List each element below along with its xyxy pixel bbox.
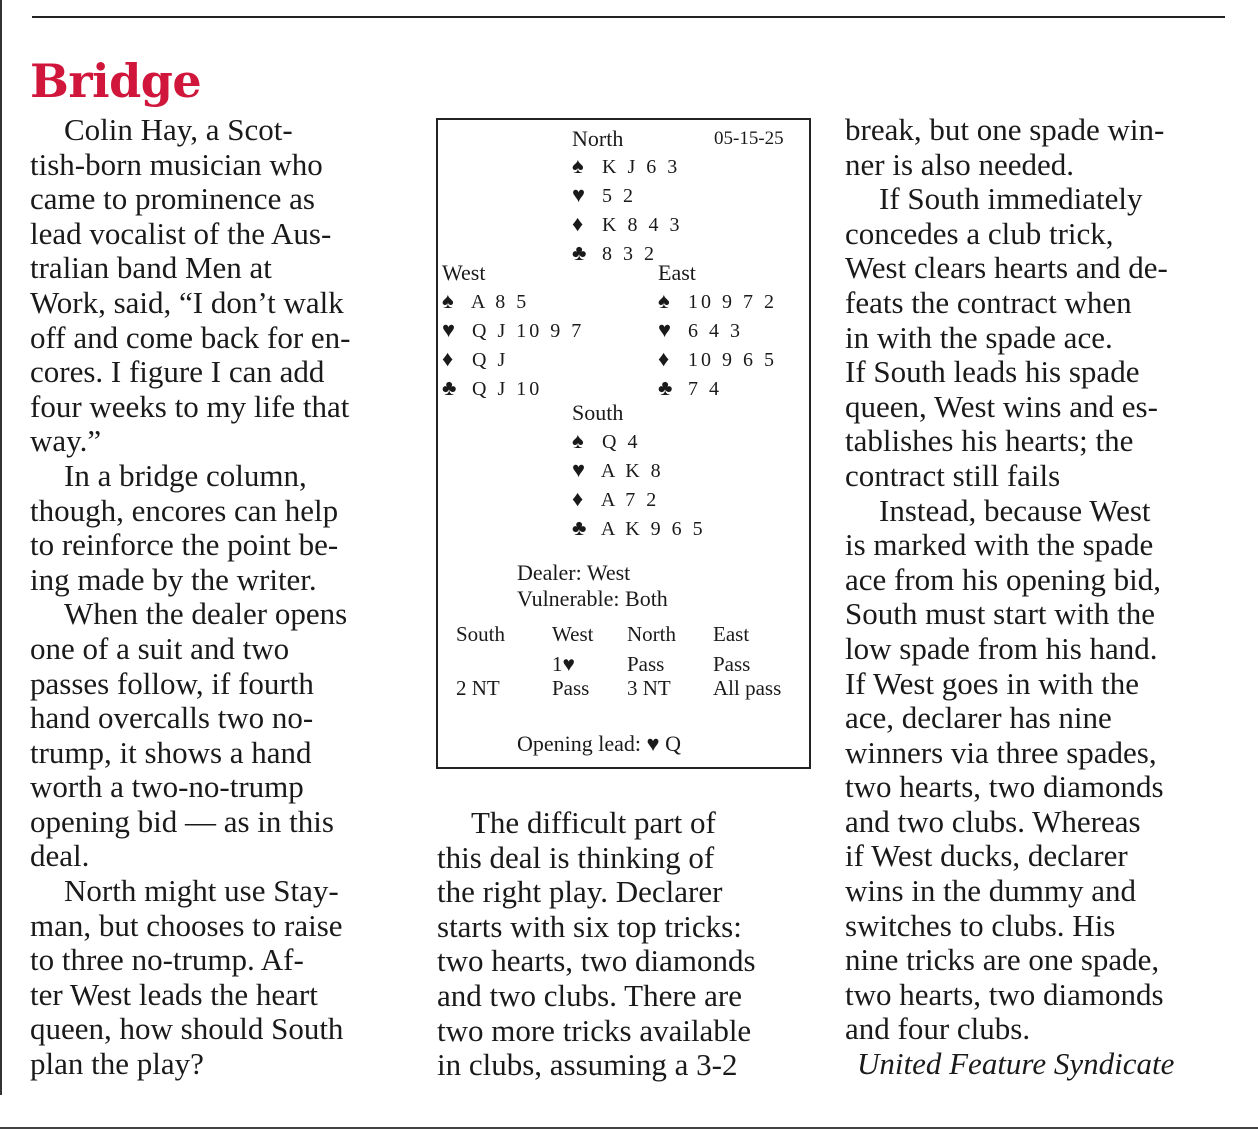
text-line: Work, said, “I don’t walk bbox=[30, 284, 344, 320]
auction-bid: 2 NT bbox=[456, 676, 500, 700]
west-label: West bbox=[442, 260, 486, 285]
south-spades-cards: Q 4 bbox=[594, 431, 641, 453]
text-line: queen, West wins and es- bbox=[845, 388, 1158, 424]
north-hand bbox=[572, 151, 682, 267]
south-diamonds-row bbox=[572, 484, 706, 513]
text-line: came to prominence as bbox=[30, 181, 315, 217]
west-hand bbox=[442, 286, 584, 402]
text-line: two more tricks available bbox=[437, 1012, 752, 1048]
auction-header: East bbox=[713, 622, 750, 646]
text-line: nine tricks are one spade, bbox=[845, 942, 1160, 978]
text-line: concedes a club trick, bbox=[845, 215, 1114, 251]
club-suit-icon: ♣ bbox=[442, 375, 457, 400]
bridge-deal-diagram bbox=[436, 118, 811, 769]
text-line: two hearts, two diamonds bbox=[845, 769, 1164, 805]
auction-header: West bbox=[552, 622, 594, 646]
north-hearts-row bbox=[572, 180, 682, 209]
text-line: If South leads his spade bbox=[845, 354, 1140, 390]
text-line: starts with six top tricks: bbox=[437, 908, 742, 944]
vulnerability-info: Vulnerable: Both bbox=[517, 586, 668, 611]
north-clubs-cards: 8 3 2 bbox=[594, 243, 657, 265]
text-line: one of a suit and two bbox=[30, 630, 290, 666]
north-spades-cards: K J 6 3 bbox=[594, 156, 681, 178]
text-line: way.” bbox=[30, 423, 102, 459]
spade-suit-icon: ♠ bbox=[572, 153, 584, 178]
east-hearts-cards: 6 4 3 bbox=[680, 320, 743, 342]
diamond-suit-icon: ♦ bbox=[572, 486, 584, 511]
text-line: ace, declarer has nine bbox=[845, 700, 1112, 736]
text-line: Colin Hay, a Scot- bbox=[64, 112, 293, 147]
auction-bid: Pass bbox=[552, 676, 590, 700]
text-line: two hearts, two diamonds bbox=[437, 943, 756, 979]
north-spades-row bbox=[572, 151, 682, 180]
heart-suit-icon: ♥ bbox=[572, 182, 586, 207]
heart-suit-icon: ♥ bbox=[572, 457, 586, 482]
text-line: tish-born musician who bbox=[30, 146, 323, 182]
east-clubs-cards: 7 4 bbox=[680, 378, 722, 400]
text-line: switches to clubs. His bbox=[845, 907, 1116, 943]
auction-bid: Pass bbox=[713, 652, 751, 676]
text-line: The difficult part of bbox=[471, 805, 716, 840]
club-suit-icon: ♣ bbox=[572, 240, 587, 265]
auction-header: South bbox=[456, 622, 506, 646]
spade-suit-icon: ♠ bbox=[658, 288, 670, 313]
east-label: East bbox=[658, 260, 696, 285]
text-line: feats the contract when bbox=[845, 284, 1132, 320]
text-line: and two clubs. Whereas bbox=[845, 803, 1141, 839]
text-line: ing made by the writer. bbox=[30, 561, 317, 597]
syndicate-credit: United Feature Syndicate bbox=[857, 1046, 1175, 1082]
east-spades-row bbox=[658, 286, 777, 315]
north-hearts-cards: 5 2 bbox=[594, 185, 636, 207]
text-line: If South immediately bbox=[879, 181, 1143, 217]
text-line: is marked with the spade bbox=[845, 527, 1154, 563]
text-line: though, encores can help bbox=[30, 492, 339, 528]
article-column-3 bbox=[845, 113, 1230, 1082]
text-line: if West ducks, declarer bbox=[845, 838, 1128, 874]
spade-suit-icon: ♠ bbox=[442, 288, 454, 313]
heart-suit-icon: ♥ bbox=[442, 317, 456, 342]
south-clubs-row bbox=[572, 513, 706, 542]
west-clubs-row bbox=[442, 373, 584, 402]
west-diamonds-cards: Q J bbox=[464, 349, 509, 371]
left-border-rule bbox=[0, 0, 2, 1095]
auction-header: North bbox=[627, 622, 676, 646]
dealer-info: Dealer: West bbox=[517, 560, 631, 585]
west-spades-row bbox=[442, 286, 584, 315]
opening-lead: Opening lead: ♥ Q bbox=[517, 731, 681, 756]
text-line: South must start with the bbox=[845, 596, 1155, 632]
text-line: man, but chooses to raise bbox=[30, 907, 343, 943]
text-line: worth a two-no-trump bbox=[30, 769, 304, 805]
south-spades-row bbox=[572, 426, 706, 455]
bottom-border-rule bbox=[0, 1127, 1258, 1129]
auction-bid: 1♥ bbox=[552, 652, 575, 676]
text-line: and four clubs. bbox=[845, 1011, 1031, 1047]
text-line: and two clubs. There are bbox=[437, 977, 743, 1013]
deal-date: 05-15-25 bbox=[714, 128, 784, 149]
text-line: four weeks to my life that bbox=[30, 388, 350, 424]
east-hand bbox=[658, 286, 777, 402]
text-line: tralian band Men at bbox=[30, 250, 272, 286]
text-line: North might use Stay- bbox=[64, 873, 339, 909]
text-line: If West goes in with the bbox=[845, 665, 1139, 701]
article-column-2 bbox=[437, 806, 817, 1083]
south-hearts-cards: A K 8 bbox=[594, 460, 664, 482]
text-line: passes follow, if fourth bbox=[30, 665, 314, 701]
text-line: low spade from his hand. bbox=[845, 630, 1158, 666]
diamond-suit-icon: ♦ bbox=[572, 211, 584, 236]
text-line: wins in the dummy and bbox=[845, 873, 1137, 909]
auction-bid: All pass bbox=[713, 676, 782, 700]
south-label: South bbox=[572, 400, 624, 425]
auction-bid: 3 NT bbox=[627, 676, 671, 700]
text-line: to reinforce the point be- bbox=[30, 527, 339, 563]
text-line: ter West leads the heart bbox=[30, 976, 318, 1012]
south-clubs-cards: A K 9 6 5 bbox=[594, 518, 706, 540]
text-line: tablishes his hearts; the bbox=[845, 423, 1134, 459]
east-diamonds-row bbox=[658, 344, 777, 373]
south-diamonds-cards: A 7 2 bbox=[594, 489, 660, 511]
text-line: queen, how should South bbox=[30, 1011, 344, 1047]
east-hearts-row bbox=[658, 315, 777, 344]
top-border-rule bbox=[32, 16, 1225, 18]
text-line: in with the spade ace. bbox=[845, 319, 1113, 355]
heart-suit-icon: ♥ bbox=[658, 317, 672, 342]
south-hand bbox=[572, 426, 706, 542]
text-line: West clears hearts and de- bbox=[845, 250, 1168, 286]
text-line: ace from his opening bid, bbox=[845, 561, 1161, 597]
text-line: to three no-trump. Af- bbox=[30, 942, 304, 978]
club-suit-icon: ♣ bbox=[572, 515, 587, 540]
article-column-1 bbox=[30, 113, 410, 1082]
text-line: winners via three spades, bbox=[845, 734, 1157, 770]
text-line: lead vocalist of the Aus- bbox=[30, 215, 332, 251]
auction-bid: Pass bbox=[627, 652, 665, 676]
text-line: the right play. Declarer bbox=[437, 874, 723, 910]
text-line: in clubs, assuming a 3-2 bbox=[437, 1047, 738, 1083]
diamond-suit-icon: ♦ bbox=[658, 346, 670, 371]
text-line: two hearts, two diamonds bbox=[845, 976, 1164, 1012]
spade-suit-icon: ♠ bbox=[572, 428, 584, 453]
text-line: opening bid — as in this bbox=[30, 803, 334, 839]
north-diamonds-row bbox=[572, 209, 682, 238]
column-headline: Bridge bbox=[30, 54, 202, 108]
text-line: break, but one spade win- bbox=[845, 112, 1165, 147]
text-line: In a bridge column, bbox=[64, 457, 307, 493]
text-line: cores. I figure I can add bbox=[30, 354, 325, 390]
diamond-suit-icon: ♦ bbox=[442, 346, 454, 371]
text-line: trump, it shows a hand bbox=[30, 734, 312, 770]
west-spades-cards: A 8 5 bbox=[464, 291, 530, 313]
text-line: ner is also needed. bbox=[845, 146, 1074, 182]
text-line: plan the play? bbox=[30, 1046, 204, 1082]
text-line: contract still fails bbox=[845, 457, 1061, 493]
south-hearts-row bbox=[572, 455, 706, 484]
east-spades-cards: 10 9 7 2 bbox=[680, 291, 777, 313]
text-line: deal. bbox=[30, 838, 90, 874]
text-line: this deal is thinking of bbox=[437, 839, 715, 875]
west-hearts-row bbox=[442, 315, 584, 344]
east-diamonds-cards: 10 9 6 5 bbox=[680, 349, 777, 371]
west-diamonds-row bbox=[442, 344, 584, 373]
text-line: hand overcalls two no- bbox=[30, 700, 314, 736]
north-label: North bbox=[572, 126, 624, 151]
text-line: When the dealer opens bbox=[64, 596, 348, 632]
text-line: off and come back for en- bbox=[30, 319, 351, 355]
north-diamonds-cards: K 8 4 3 bbox=[594, 214, 683, 236]
west-clubs-cards: Q J 10 bbox=[464, 378, 543, 400]
club-suit-icon: ♣ bbox=[658, 375, 673, 400]
east-clubs-row bbox=[658, 373, 777, 402]
text-line: Instead, because West bbox=[879, 492, 1151, 528]
west-hearts-cards: Q J 10 9 7 bbox=[464, 320, 585, 342]
